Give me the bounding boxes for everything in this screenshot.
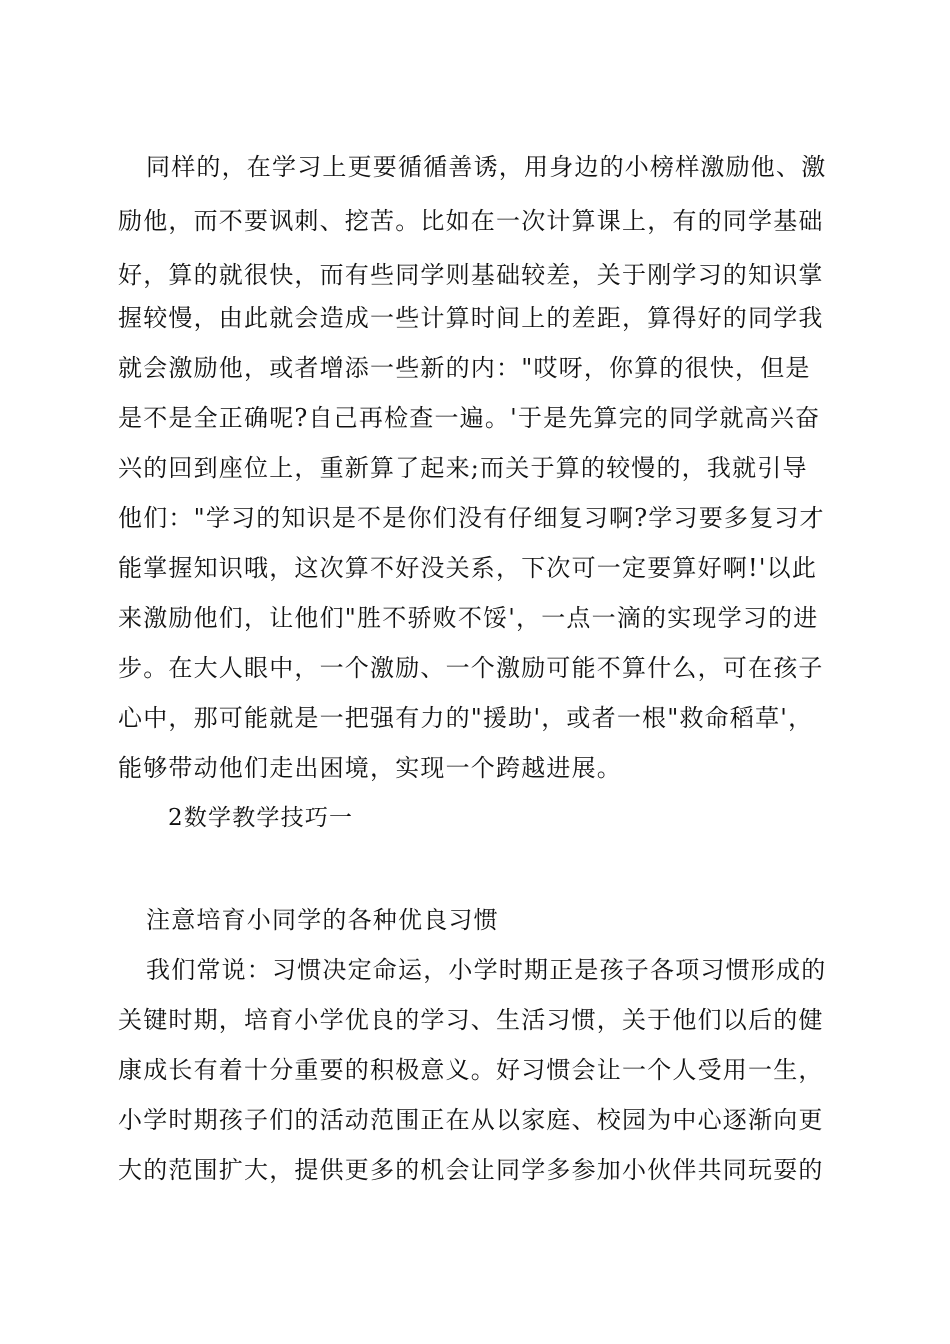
paragraph-line: 康成长有着十分重要的积极意义。好习惯会让一个人受用一生， bbox=[118, 1056, 824, 1084]
paragraph-line: 步。在大人眼中，一个激励、一个激励可能不算什么，可在孩子 bbox=[118, 654, 824, 682]
paragraph-line: 关键时期，培育小学优良的学习、生活习惯，关于他们以后的健 bbox=[118, 1006, 824, 1034]
paragraph-line: 心中，那可能就是一把强有力的"援助'，或者一根"救命稻草'， bbox=[118, 704, 814, 732]
paragraph-line: 能够带动他们走出困境，实现一个跨越进展。 bbox=[118, 754, 622, 782]
paragraph-line: 就会激励他，或者增添一些新的内："哎呀，你算的很快，但是 bbox=[118, 354, 811, 382]
paragraph-line: 好，算的就很快，而有些同学则基础较差，关于刚学习的知识掌 bbox=[118, 261, 824, 289]
paragraph-line: 是不是全正确呢?自己再检查一遍。'于是先算完的同学就高兴奋 bbox=[118, 404, 821, 432]
paragraph-line: 励他，而不要讽刺、挖苦。比如在一次计算课上，有的同学基础 bbox=[118, 207, 824, 235]
paragraph-line: 能掌握知识哦，这次算不好没关系，下次可一定要算好啊!'以此 bbox=[118, 554, 818, 582]
paragraph-line: 小学时期孩子们的活动范围正在从以家庭、校园为中心逐渐向更 bbox=[118, 1106, 824, 1134]
subheading: 注意培育小同学的各种优良习惯 bbox=[146, 906, 499, 934]
paragraph-line: 他们："学习的知识是不是你们没有仔细复习啊?学习要多复习才 bbox=[118, 504, 825, 532]
section-heading: 2数学教学技巧一 bbox=[168, 805, 354, 831]
paragraph-line: 我们常说：习惯决定命运，小学时期正是孩子各项习惯形成的 bbox=[146, 956, 827, 984]
paragraph-line: 同样的，在学习上更要循循善诱，用身边的小榜样激励他、激 bbox=[146, 153, 827, 181]
paragraph-line: 来激励他们，让他们"胜不骄败不馁'，一点一滴的实现学习的进 bbox=[118, 604, 819, 632]
paragraph-line: 握较慢，由此就会造成一些计算时间上的差距，算得好的同学我 bbox=[118, 304, 824, 332]
paragraph-line: 兴的回到座位上，重新算了起来;而关于算的较慢的，我就引导 bbox=[118, 454, 808, 482]
paragraph-line: 大的范围扩大，提供更多的机会让同学多参加小伙伴共同玩耍的 bbox=[118, 1156, 824, 1184]
